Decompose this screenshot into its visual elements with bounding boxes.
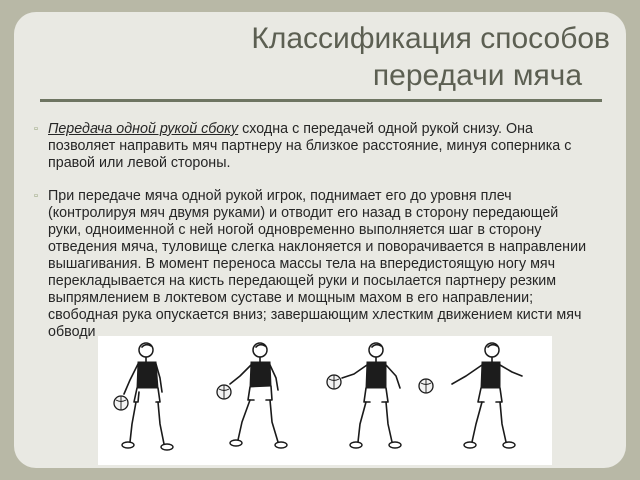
pass-illustration — [98, 336, 552, 465]
bullet-1-text — [48, 121, 594, 172]
title-line-2: передачи мяча — [372, 59, 582, 92]
bullet-2 — [34, 188, 594, 341]
pass-sequence-image — [98, 336, 552, 465]
slide-title — [120, 20, 610, 94]
player-phase-3 — [327, 343, 401, 448]
bullet-1-rest: сходна с передачей одной рукой снизу. Она позволяет направить мяч партнеру на близкое расстояние, минуя соперника с правой или левой стороны. — [48, 121, 572, 171]
bullet-marker-icon: ▫ — [34, 123, 38, 135]
player-phase-4 — [419, 343, 522, 448]
bullet-1-emphasis: Передача одной рукой сбоку — [48, 121, 239, 137]
bullet-marker-icon: ▫ — [34, 190, 38, 202]
player-phase-2 — [217, 343, 287, 448]
title-line-1: Классификация способов — [251, 22, 610, 55]
title-divider — [40, 99, 602, 102]
player-phase-1 — [114, 343, 173, 450]
bullet-1 — [34, 121, 594, 172]
bullet-2-text: При передаче мяча одной рукой игрок, поднимает его до уровня плеч (контролируя мяч двумя руками) и отводит его назад в сторону передающей руки, одноименной с ней ногой одновременно выполняется шаг в сторону отведения мяча, туловище слегка наклоняется и поворачивается в направлении вышагивания. В момент переноса массы тела на впередистоящую ногу мяч перекладывается на кисть передающей руки и посылается партнеру резким выпрямлением в локтевом суставе и мощным махом в его направлении; свободная рука опускается вниз; завершающим хлестким движением кисти мяч обводи — [48, 188, 587, 340]
